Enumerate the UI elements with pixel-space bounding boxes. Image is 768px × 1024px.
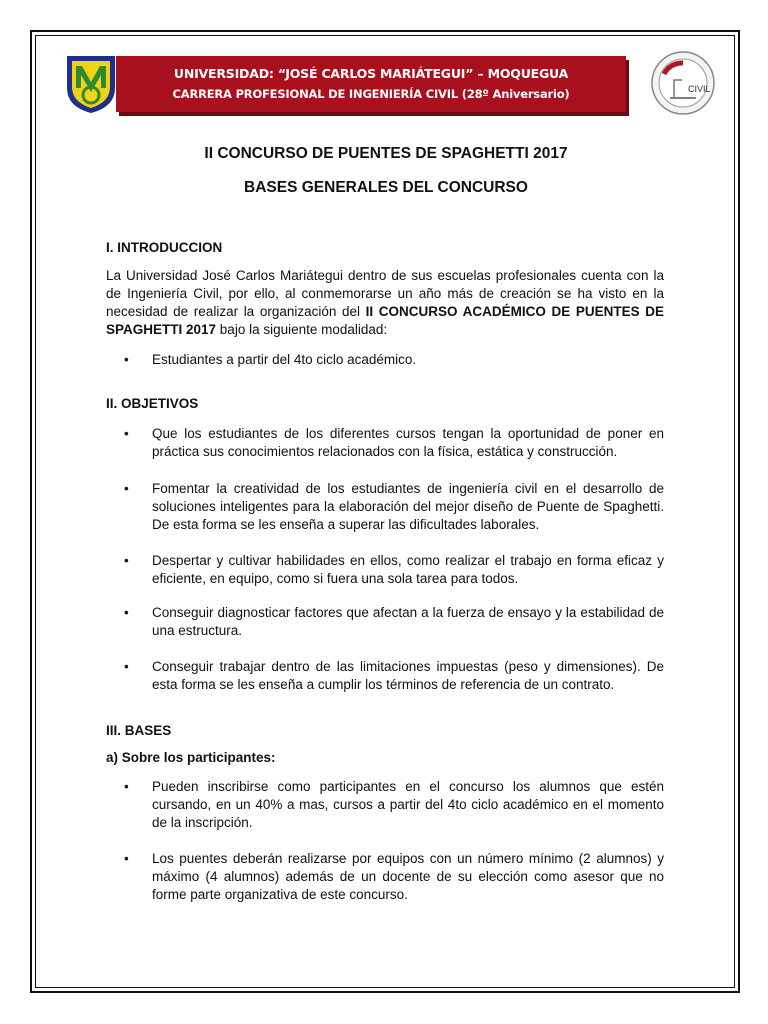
bullet-icon: •: [124, 851, 129, 866]
document-header: [65, 50, 715, 122]
section-heading-bases: III. BASES: [106, 723, 172, 738]
section-heading-introduccion: I. INTRODUCCION: [106, 240, 223, 255]
section-heading-objetivos: II. OBJETIVOS: [106, 396, 199, 411]
university-banner: [116, 56, 626, 112]
civil-logo-text: CIVIL: [688, 84, 711, 94]
bullet-icon: •: [124, 605, 129, 620]
intro-paragraph: La Universidad José Carlos Mariátegui dentro de sus escuelas profesionales cuenta con la de Ingeniería Civil, por ello, al conmemorarse un año más de creación se ha visto en la necesidad de realizar la organización del II CONCURSO ACADÉMICO DE PUENTES DE SPAGHETTI 2017 bajo la siguiente modalidad:: [106, 268, 664, 337]
list-item: • Fomentar la creatividad de los estudiantes de ingeniería civil en el desarrollo de soluciones inteligentes para la elaboración del mejor diseño de Puente de Spaghetti. De esta forma se les enseña a superar las dificultades laborales.: [124, 481, 664, 532]
list-item: • Conseguir trabajar dentro de las limitaciones impuestas (peso y dimensiones). De esta forma se les enseña a cumplir los términos de referencia de un contrato.: [124, 659, 664, 692]
subsection-heading-participantes: a) Sobre los participantes:: [106, 750, 276, 765]
university-logo: [65, 54, 117, 114]
main-title: II CONCURSO DE PUENTES DE SPAGHETTI 2017: [204, 145, 568, 162]
list-item: • Que los estudiantes de los diferentes cursos tengan la oportunidad de poner en práctica sus conocimientos relacionados con la física, estática y construcción.: [124, 426, 664, 459]
svg-text:UJCM: UJCM: [91, 76, 94, 77]
bullet-icon: •: [124, 553, 129, 568]
list-item: • Los puentes deberán realizarse por equipos con un número mínimo (2 alumnos) y máximo (4 alumnos) además de un docente de su elección como asesor que no forme parte organizativa de este concurso.: [124, 851, 664, 902]
list-item: • Conseguir diagnosticar factores que afectan a la fuerza de ensayo y la estabilidad de una estructura.: [124, 605, 664, 638]
bullet-icon: •: [124, 481, 129, 496]
bullet-icon: •: [124, 426, 129, 441]
list-item: • Despertar y cultivar habilidades en ellos, como realizar el trabajo en forma eficaz y eficiente, en equipo, como si fuera una sola tarea para todos.: [124, 553, 664, 586]
bullet-icon: •: [124, 659, 129, 674]
sub-title: BASES GENERALES DEL CONCURSO: [244, 179, 528, 196]
university-name: UNIVERSIDAD: “JOSÉ CARLOS MARIÁTEGUI” – MOQUEGUA: [173, 66, 569, 81]
bullet-icon: •: [124, 352, 129, 367]
civil-engineering-logo: [650, 50, 716, 116]
list-item: • Pueden inscribirse como participantes en el concurso los alumnos que estén cursando, en un 40% a mas, cursos a partir del 4to ciclo académico en el momento de la inscripción.: [124, 779, 664, 830]
bullet-icon: •: [124, 779, 129, 794]
career-name: CARRERA PROFESIONAL DE INGENIERÍA CIVIL (28º Aniversario): [172, 87, 570, 101]
list-item: • Estudiantes a partir del 4to ciclo académico.: [124, 352, 417, 367]
